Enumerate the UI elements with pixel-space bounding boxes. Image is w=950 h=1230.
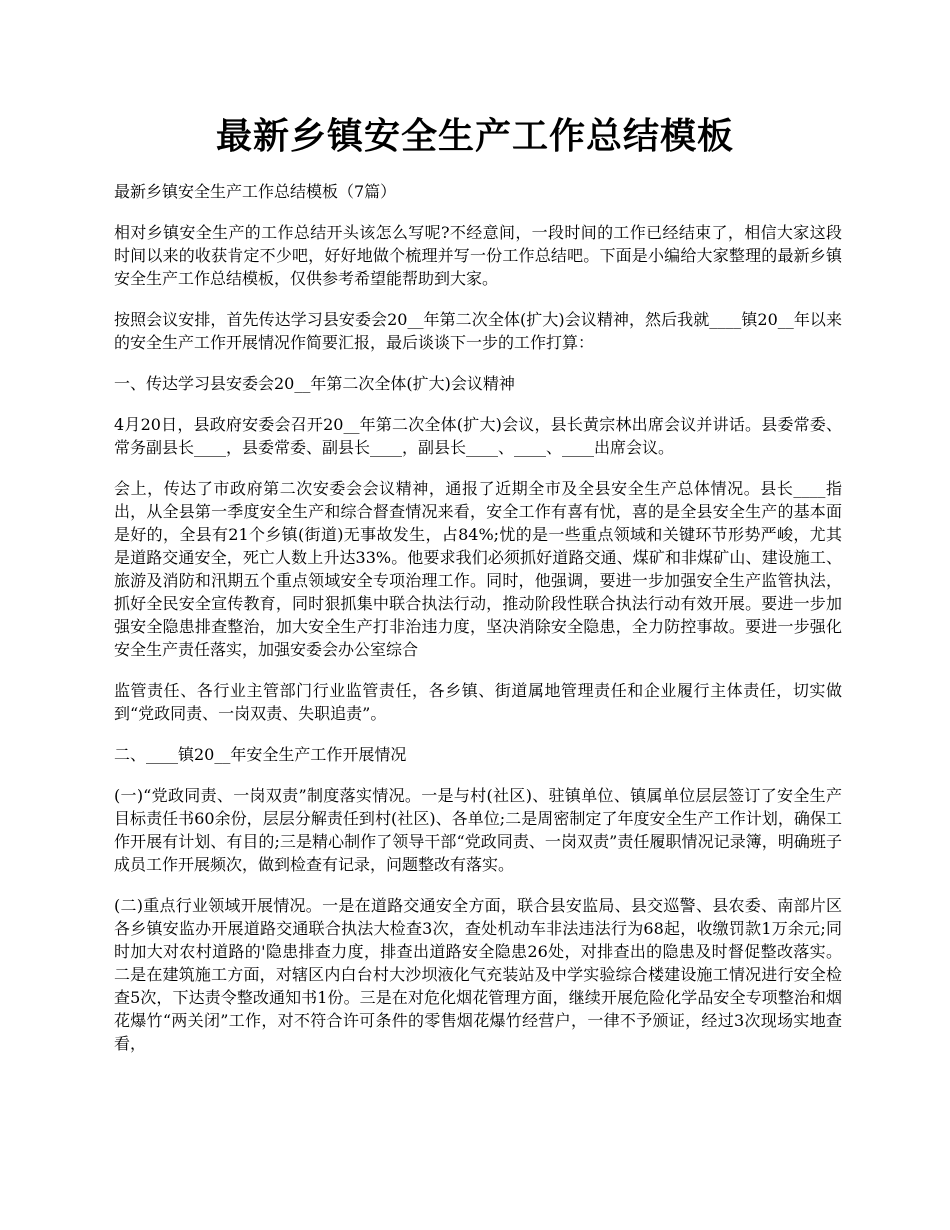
responsibility-implementation-paragraph: (一)“党政同责、一岗双责”制度落实情况。一是与村(社区)、驻镇单位、镇属单位层层签订了安全生产目标责任书60余份，层层分解责任到村(社区)、各单位;二是周密制定了年度安全生产工作计划，确保工作开展有计划、有目的;三是精心制作了领导干部“党政同责、一岗双责”责任履职情况记录簿，明确班子成员工作开展频次，做到检查有记录，问题整改有落实。 [114, 786, 842, 874]
meeting-content-paragraph: 会上，传达了市政府第二次安委会会议精神，通报了近期全市及全县安全生产总体情况。县长____指出，从全县第一季度安全生产和综合督查情况来看，安全工作有喜有忧，喜的是全县安全生产的基本面是好的，全县有21个乡镇(街道)无事故发生，占84%;忧的是一些重点领域和关键环节形势严峻，尤其是道路交通安全，死亡人数上升达33%。他要求我们必须抓好道路交通、煤矿和非煤矿山、建设施工、旅游及消防和汛期五个重点领域安全专项治理工作。同时，他强调，要进一步加强安全生产监管执法，抓好全民安全宣传教育，同时狠抓集中联合执法行动，推动阶段性联合执法行动有效开展。要进一步加强安全隐患排查整治，加大安全生产打非治违力度，坚决消除安全隐患，全力防控事故。要进一步强化安全生产责任落实，加强安委会办公室综合 [114, 479, 842, 659]
subtitle-paragraph: 最新乡镇安全生产工作总结模板（7篇） [114, 182, 397, 201]
meeting-info-paragraph: 4月20日，县政府安委会召开20__年第二次全体(扩大)会议，县长黄宗林出席会议并讲话。县委常委、常务副县长____，县委常委、副县长____，副县长____、____、____出席会议。 [114, 415, 842, 457]
key-industries-paragraph: (二)重点行业领域开展情况。一是在道路交通安全方面，联合县安监局、县交巡警、县农委、南部片区各乡镇安监办开展道路交通联合执法大检查3次，查处机动车非法违法行为68起，收缴罚款1万余元;同时加大对农村道路的'隐患排查力度，排查出道路安全隐患26处，对排查出的隐患及时督促整改落实。二是在建筑施工方面，对辖区内白台村大沙坝液化气充装站及中学实验综合楼建设施工情况进行安全检查5次，下达责令整改通知书1份。三是在对危化烟花管理方面，继续开展危险化学品安全专项整治和烟花爆竹“两关闭”工作，对不符合许可条件的零售烟花爆竹经营户，一律不予颁证，经过3次现场实地查看， [114, 896, 842, 1053]
document-title: 最新乡镇安全生产工作总结模板 [215, 115, 734, 157]
intro-paragraph: 相对乡镇安全生产的工作总结开头该怎么写呢?不经意间，一段时间的工作已经结束了，相信大家这段时间以来的收获肯定不少吧，好好地做个梳理并写一份工作总结吧。下面是小编给大家整理的最新乡镇安全生产工作总结模板，仅供参考希望能帮助到大家。 [114, 223, 842, 288]
section-heading-2: 二、____镇20__年安全生产工作开展情况 [114, 745, 407, 764]
document-body [114, 180, 842, 1073]
responsibility-paragraph: 监管责任、各行业主管部门行业监管责任，各乡镇、街道属地管理责任和企业履行主体责任，切实做到“党政同责、一岗双责、失职追责”。 [114, 681, 842, 723]
meeting-arrangement-paragraph: 按照会议安排，首先传达学习县安委会20__年第二次全体(扩大)会议精神，然后我就____镇20__年以来的安全生产工作开展情况作简要汇报，最后谈谈下一步的工作打算： [114, 310, 842, 352]
section-heading-1: 一、传达学习县安委会20__年第二次全体(扩大)会议精神 [114, 374, 515, 393]
